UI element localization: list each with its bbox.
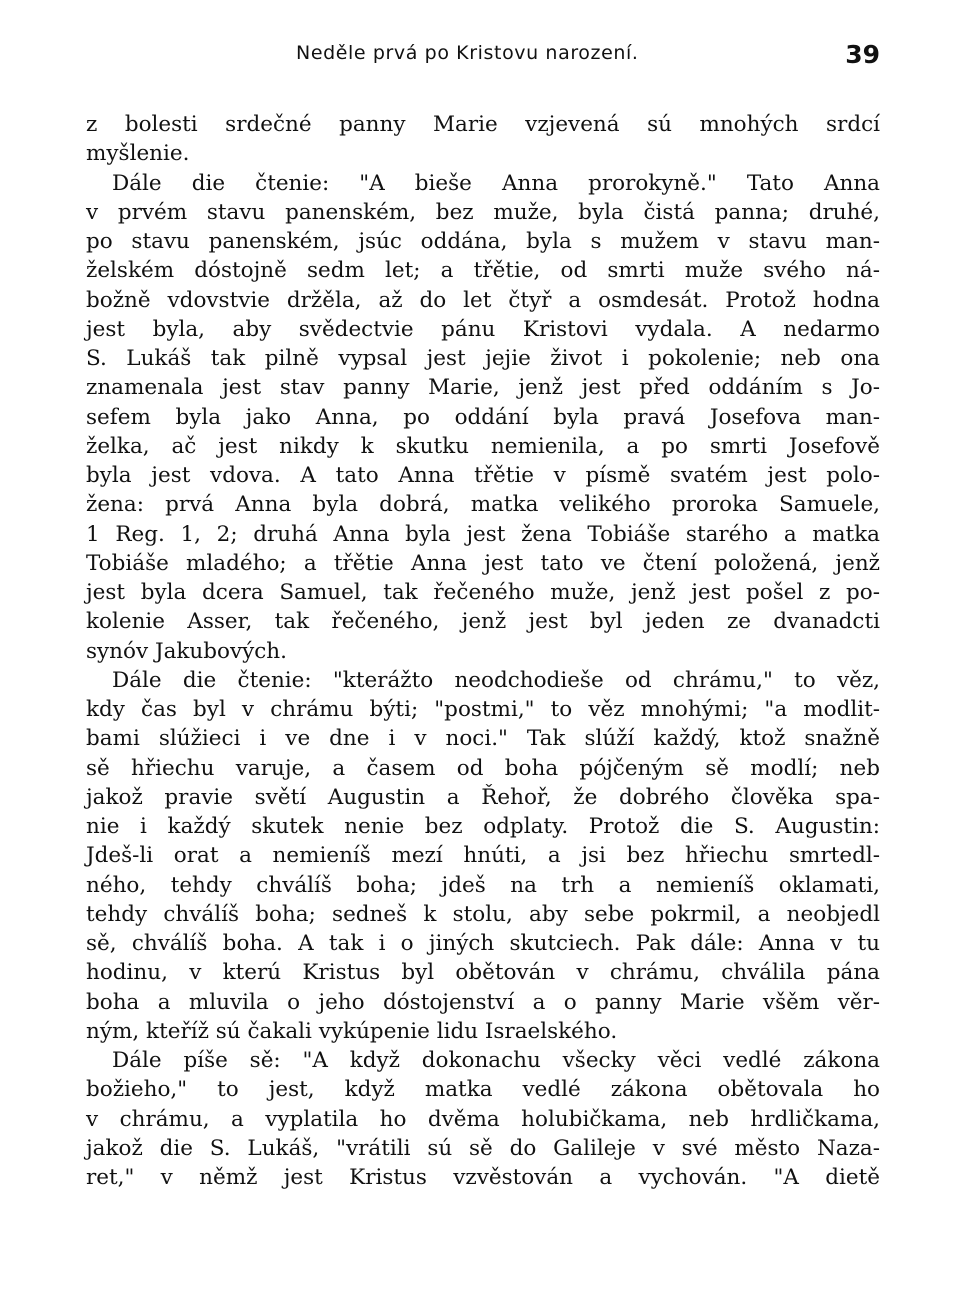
text-line: 1 Reg. 1, 2; druhá Anna byla jest žena Tobiáše starého a matka (86, 521, 880, 547)
text-line: Dále píše sě: "A když dokonachu všecky věci vedlé zákona (112, 1048, 880, 1073)
text-line: v prvém stavu panenském, bez muže, byla čistá panna; druhé, (86, 199, 880, 225)
text-line: želka, ač jest nikdy k skutku nemienila, a po smrti Josefově (86, 433, 880, 459)
text-line: jakož pravie světí Augustin a Řehoř, že dobrého člověka spa- (86, 784, 880, 810)
text-line: božně vdovstvie držěla, až do let čtyř a osmdesát. Protož hodna (86, 287, 880, 313)
text-line: kolenie Asser, tak řečeného, jenž jest byl jeden ze dvanadcti (86, 609, 880, 635)
text-line: žena: prvá Anna byla dobrá, matka velikého proroka Samuele, (86, 492, 880, 518)
text-line: z bolesti srdečné panny Marie vzjevená sú mnohých srdcí (86, 112, 880, 137)
text-line: po stavu panenském, jsúc oddána, byla s mužem v stavu man- (86, 229, 880, 254)
text-line: jakož die S. Lukáš, "vrátili sú sě do Galileje v své město Naza- (86, 1135, 880, 1161)
text-line: nie i každý skutek nenie bez odplaty. Protož die S. Augustin: (86, 814, 880, 839)
running-header (86, 40, 880, 76)
body-text (86, 110, 880, 1192)
text-line: ným, kteříž sú čakali vykúpenie lidu Israelského. (86, 1018, 618, 1044)
text-line: sefem byla jako Anna, po oddání byla pravá Josefova man- (86, 404, 880, 430)
text-line: ného, tehdy chválíš boha; jdeš na trh a nemieníš oklamati, (86, 872, 880, 898)
text-line: S. Lukáš tak pilně vypsal jest jejie život i pokolenie; neb ona (86, 346, 880, 371)
text-line: jest byla dcera Samuel, tak řečeného muže, jenž jest pošel z po- (86, 580, 880, 605)
text-line: byla jest vdova. A tato Anna třětie v písmě svatém jest polo- (86, 463, 880, 488)
text-line: Jdeš-li orat a nemieníš mezí hnúti, a jsi bez hřiechu smrtedl- (86, 843, 880, 869)
text-line: božieho," to jest, když matka vedlé zákona obětovala ho (86, 1077, 880, 1103)
text-line: sě, chválíš boha. A tak i o jiných skutciech. Pak dále: Anna v tu (86, 931, 880, 956)
text-line: v chrámu, a vyplatila ho dvěma holubičkama, neb hrdličkama, (86, 1106, 880, 1132)
text-line: tehdy chválíš boha; sedneš k stolu, aby sebe pokrmil, a neobjedl (86, 901, 880, 927)
text-line: Tobiáše mladého; a třětie Anna jest tato ve čtení položená, jenž (86, 550, 880, 576)
text-line: bami slúžieci i ve dne i v noci." Tak slúží každý, ktož snažně (86, 726, 880, 752)
text-line: Dále die čtenie: "kterážto neodchodieše od chrámu," to věz, (112, 667, 880, 693)
page-number: 39 (845, 40, 880, 69)
text-line: synóv Jakubových. (86, 638, 287, 664)
text-line: boha a mluvila o jeho dóstojenství a o panny Marie všěm věr- (86, 989, 880, 1015)
text-line: želském dóstojně sedm let; a třětie, od smrti muže svého ná- (86, 258, 880, 284)
text-line: ret," v němž jest Kristus vzvěstován a vychován. "A dietě (86, 1165, 880, 1190)
text-line: jest byla, aby svědectvie pánu Kristovi vydala. A nedarmo (86, 316, 880, 342)
text-line: Dále die čtenie: "A bieše Anna prorokyně." Tato Anna (112, 170, 880, 196)
running-title: Neděle prvá po Kristovu narození. (296, 42, 639, 64)
text-line: znamenala jest stav panny Marie, jenž jest před oddáním s Jo- (86, 375, 880, 401)
text-line: myšlenie. (86, 141, 190, 167)
text-line: hodinu, v kterú Kristus byl obětován v chrámu, chválila pána (86, 960, 880, 986)
text-line: kdy čas byl v chrámu býti; "postmi," to věz mnohými; "a modlit- (86, 697, 880, 722)
text-line: sě hřiechu varuje, a časem od boha pójčeným sě modlí; neb (86, 755, 880, 781)
